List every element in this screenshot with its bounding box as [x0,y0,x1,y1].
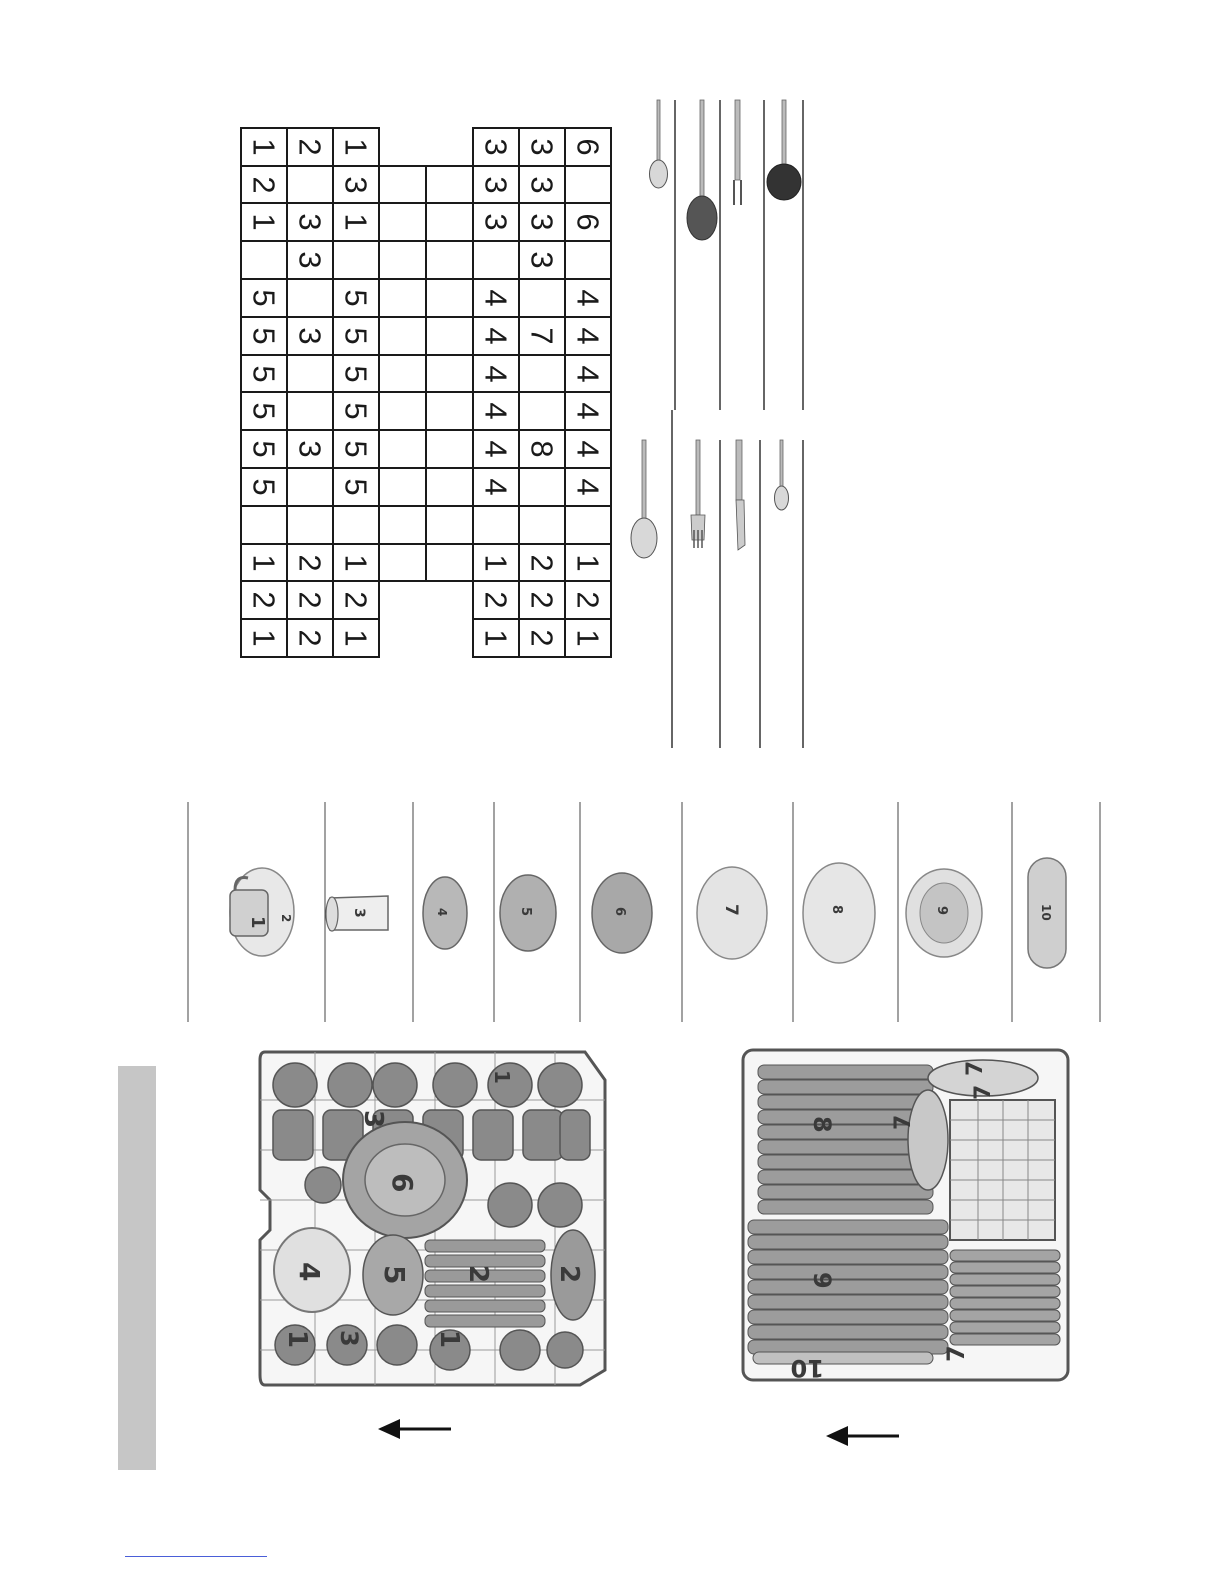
basket-slot-number: 3 [293,213,328,231]
basket-slot-number: 5 [339,289,374,307]
lower-rack-label-10: 10 [790,1354,824,1382]
basket-cell [472,165,520,205]
basket-cell [332,240,380,280]
upper-rack-label-2a: 2 [463,1265,493,1284]
basket-slot-number: 5 [247,440,282,458]
basket-slot-number: 8 [525,440,560,458]
basket-slot-number: 4 [571,440,606,458]
upper-rack-label-1c: 1 [490,1070,514,1084]
basket-connector-cell [378,278,427,318]
upper-rack-label-3a: 3 [358,1110,388,1129]
basket-slot-number: 1 [247,553,282,572]
basket-slot-number: 2 [479,591,514,609]
dish-label-10: 10 [1039,904,1053,921]
lower-rack-label-7d: 7 [971,1084,996,1100]
basket-slot-number: 1 [571,629,606,647]
basket-connector-cell [378,240,427,280]
basket-cell [472,543,520,583]
soup-plate-icon [906,869,982,957]
basket-slot-number: 3 [525,138,560,156]
basket-cell [518,354,566,394]
basket-slot-number: 2 [247,591,282,609]
basket-cell [518,240,566,280]
basket-cell [286,316,334,356]
basket-cell [564,580,612,620]
cutlery-basket-grid [240,140,612,656]
basket-cell [472,354,520,394]
basket-slot-number: 4 [571,289,606,307]
teaspoon-icon [775,440,789,510]
basket-connector-cell [378,316,427,356]
basket-slot-number: 2 [525,553,560,572]
basket-cell [564,127,612,167]
lower-rack-direction-arrow-icon [826,1422,901,1450]
basket-cell [332,202,380,242]
basket-slot-number: 4 [571,478,606,496]
basket-slot-number: 5 [339,402,374,420]
lower-rack-label-9: 9 [808,1272,836,1289]
basket-cell [518,505,566,545]
basket-connector-cell [425,316,474,356]
dinner-plate-icon [803,863,875,963]
basket-cell [332,618,380,658]
basket-cell [286,240,334,280]
basket-slot-number: 5 [247,478,282,496]
basket-cell [240,580,288,620]
basket-cell [332,580,380,620]
basket-slot-number: 5 [339,478,374,496]
basket-slot-number: 4 [571,364,606,383]
basket-cell [240,240,288,280]
basket-slot-number: 5 [247,289,282,307]
basket-cell [518,278,566,318]
dish-label-2: 2 [279,914,293,923]
basket-cell [564,278,612,318]
dish-label-3: 3 [351,908,367,918]
basket-slot-number: 2 [293,553,328,572]
basket-slot-number: 4 [479,289,514,307]
upper-rack-label-1b: 1 [434,1330,464,1349]
basket-cell [518,618,566,658]
basket-cell [518,127,566,167]
soup-spoon-icon [631,440,657,558]
basket-cell [472,240,520,280]
basket-cell [332,391,380,431]
basket-cell [286,165,334,205]
basket-cell [332,543,380,583]
lower-rack-illustration [738,1040,1073,1385]
basket-connector-cell [378,505,427,545]
lower-rack-label-7b: 7 [963,1060,988,1076]
basket-cell [564,467,612,507]
basket-slot-number: 5 [339,364,374,383]
basket-cell [518,429,566,469]
basket-slot-number: 1 [339,138,374,156]
basket-connector-cell [378,165,427,205]
basket-cell [332,165,380,205]
basket-cell [240,467,288,507]
basket-cell [564,165,612,205]
basket-slot-number: 3 [339,175,374,194]
basket-slot-number: 3 [293,327,328,345]
basket-slot-number: 1 [479,629,514,647]
basket-cell [332,278,380,318]
basket-cell [240,543,288,583]
basket-cell [472,202,520,242]
basket-cell [518,165,566,205]
basket-slot-number: 1 [339,553,374,572]
upper-rack-label-5: 5 [378,1265,411,1285]
lower-rack-label-7a: 7 [942,1345,970,1362]
basket-cell [240,316,288,356]
basket-slot-number: 2 [525,591,560,609]
upper-rack-illustration [255,1040,615,1395]
basket-cell [564,354,612,394]
basket-slot-number: 6 [571,138,606,156]
glass-icon [326,896,388,931]
basket-connector-cell [425,391,474,431]
basket-cell [564,429,612,469]
dish-label-8: 8 [829,905,844,915]
basket-slot-number: 3 [525,251,560,269]
basket-cell [472,580,520,620]
basket-slot-number: 2 [293,591,328,609]
basket-cell [518,391,566,431]
basket-slot-number: 3 [479,213,514,231]
basket-cell [240,202,288,242]
upper-rack-label-3b: 3 [335,1330,363,1347]
basket-cell [518,580,566,620]
basket-slot-number: 3 [293,440,328,458]
basket-slot-number: 1 [339,629,374,647]
basket-cell [286,202,334,242]
basket-slot-number: 1 [247,213,282,231]
footnote-rule [125,1556,267,1557]
basket-cell [332,354,380,394]
basket-connector-cell [425,354,474,394]
basket-slot-number: 2 [293,629,328,647]
oval-platter-icon [1028,858,1066,968]
basket-slot-number: 4 [571,327,606,345]
dish-label-5: 5 [518,907,533,917]
basket-slot-number: 2 [339,591,374,609]
upper-rack-direction-arrow-icon [378,1415,453,1443]
basket-cell [286,618,334,658]
dish-label-7: 7 [721,904,741,916]
basket-slot-number: 6 [571,213,606,231]
ladle-icon [767,100,801,200]
dish-label-6: 6 [612,907,627,917]
basket-connector-cell [425,505,474,545]
basket-cell [332,467,380,507]
basket-cell [286,391,334,431]
basket-slot-number: 5 [247,364,282,383]
basket-cell [332,127,380,167]
basket-slot-number: 2 [571,591,606,609]
medium-bowl-icon [500,875,556,951]
basket-slot-number: 4 [479,364,514,383]
basket-cell [286,580,334,620]
section-side-bar [118,1066,156,1470]
dish-label-1: 1 [247,916,268,929]
basket-slot-number: 1 [479,553,514,572]
basket-cell [472,278,520,318]
basket-cell [286,278,334,318]
basket-slot-number: 1 [247,138,282,156]
basket-cell [472,467,520,507]
basket-connector-cell [378,202,427,242]
basket-connector-cell [378,354,427,394]
upper-rack-label-6: 6 [386,1173,419,1193]
basket-cell [472,618,520,658]
basket-connector-cell [425,429,474,469]
basket-slot-number: 4 [479,327,514,345]
basket-slot-number: 4 [479,402,514,420]
basket-cell [332,429,380,469]
serving-fork-icon [734,100,741,205]
basket-slot-number: 5 [247,327,282,345]
upper-rack-label-1a: 1 [282,1330,312,1349]
knife-icon [736,440,745,550]
basket-cell [240,429,288,469]
basket-cell [240,278,288,318]
basket-cell [518,543,566,583]
basket-cell [472,429,520,469]
basket-cell [564,391,612,431]
basket-cell [564,316,612,356]
basket-cell [286,505,334,545]
basket-slot-number: 7 [525,327,560,345]
basket-cell [240,618,288,658]
basket-cell [286,429,334,469]
basket-cell [518,202,566,242]
upper-rack-label-2b: 2 [554,1265,584,1284]
basket-cell [518,467,566,507]
basket-cell [240,391,288,431]
basket-cell [286,543,334,583]
basket-cell [240,505,288,545]
basket-cell [332,316,380,356]
basket-cell [472,505,520,545]
basket-cell [564,505,612,545]
basket-cell [286,354,334,394]
small-bowl-icon [423,877,467,949]
basket-cell [472,127,520,167]
basket-slot-number: 4 [571,402,606,420]
basket-cell [472,391,520,431]
basket-connector-cell [378,429,427,469]
dessert-spoon-icon [650,100,668,188]
basket-cell [564,202,612,242]
fork-icon [691,440,705,548]
basket-connector-cell [378,391,427,431]
basket-connector-cell [425,543,474,583]
basket-connector-cell [425,165,474,205]
basket-slot-number: 1 [571,553,606,572]
basket-slot-number: 1 [339,213,374,231]
basket-slot-number: 3 [293,251,328,269]
lower-rack-label-8: 8 [808,1116,836,1133]
dish-legend [180,800,1110,1025]
basket-slot-number: 3 [525,213,560,231]
basket-cell [518,316,566,356]
basket-slot-number: 5 [339,440,374,458]
basket-slot-number: 2 [525,629,560,647]
lower-rack-label-7c: 7 [891,1114,916,1130]
dish-label-4: 4 [435,908,449,917]
basket-slot-number: 3 [525,175,560,194]
basket-cell [286,467,334,507]
cutlery-legend [620,90,820,760]
basket-slot-number: 2 [293,138,328,156]
basket-cell [240,127,288,167]
large-bowl-icon [592,873,652,953]
basket-slot-number: 2 [247,175,282,194]
basket-cell [286,127,334,167]
basket-connector-cell [425,240,474,280]
basket-connector-cell [378,543,427,583]
basket-connector-cell [378,467,427,507]
dish-label-9: 9 [934,906,949,916]
basket-connector-cell [425,278,474,318]
basket-slot-number: 5 [339,327,374,345]
basket-slot-number: 1 [247,629,282,647]
basket-cell [564,618,612,658]
basket-slot-number: 3 [479,175,514,194]
basket-connector-cell [425,202,474,242]
upper-rack-label-4: 4 [293,1262,326,1282]
basket-slot-number: 4 [479,478,514,496]
basket-slot-number: 4 [479,440,514,458]
serving-spoon-icon [687,100,717,240]
basket-cell [564,543,612,583]
cup-and-saucer-icon [230,868,294,956]
basket-slot-number: 3 [479,138,514,156]
basket-cell [240,354,288,394]
basket-cell [332,505,380,545]
basket-cell [564,240,612,280]
basket-cell [472,316,520,356]
basket-slot-number: 5 [247,402,282,420]
dessert-plate-icon [697,867,767,959]
basket-cell [240,165,288,205]
basket-connector-cell [425,467,474,507]
